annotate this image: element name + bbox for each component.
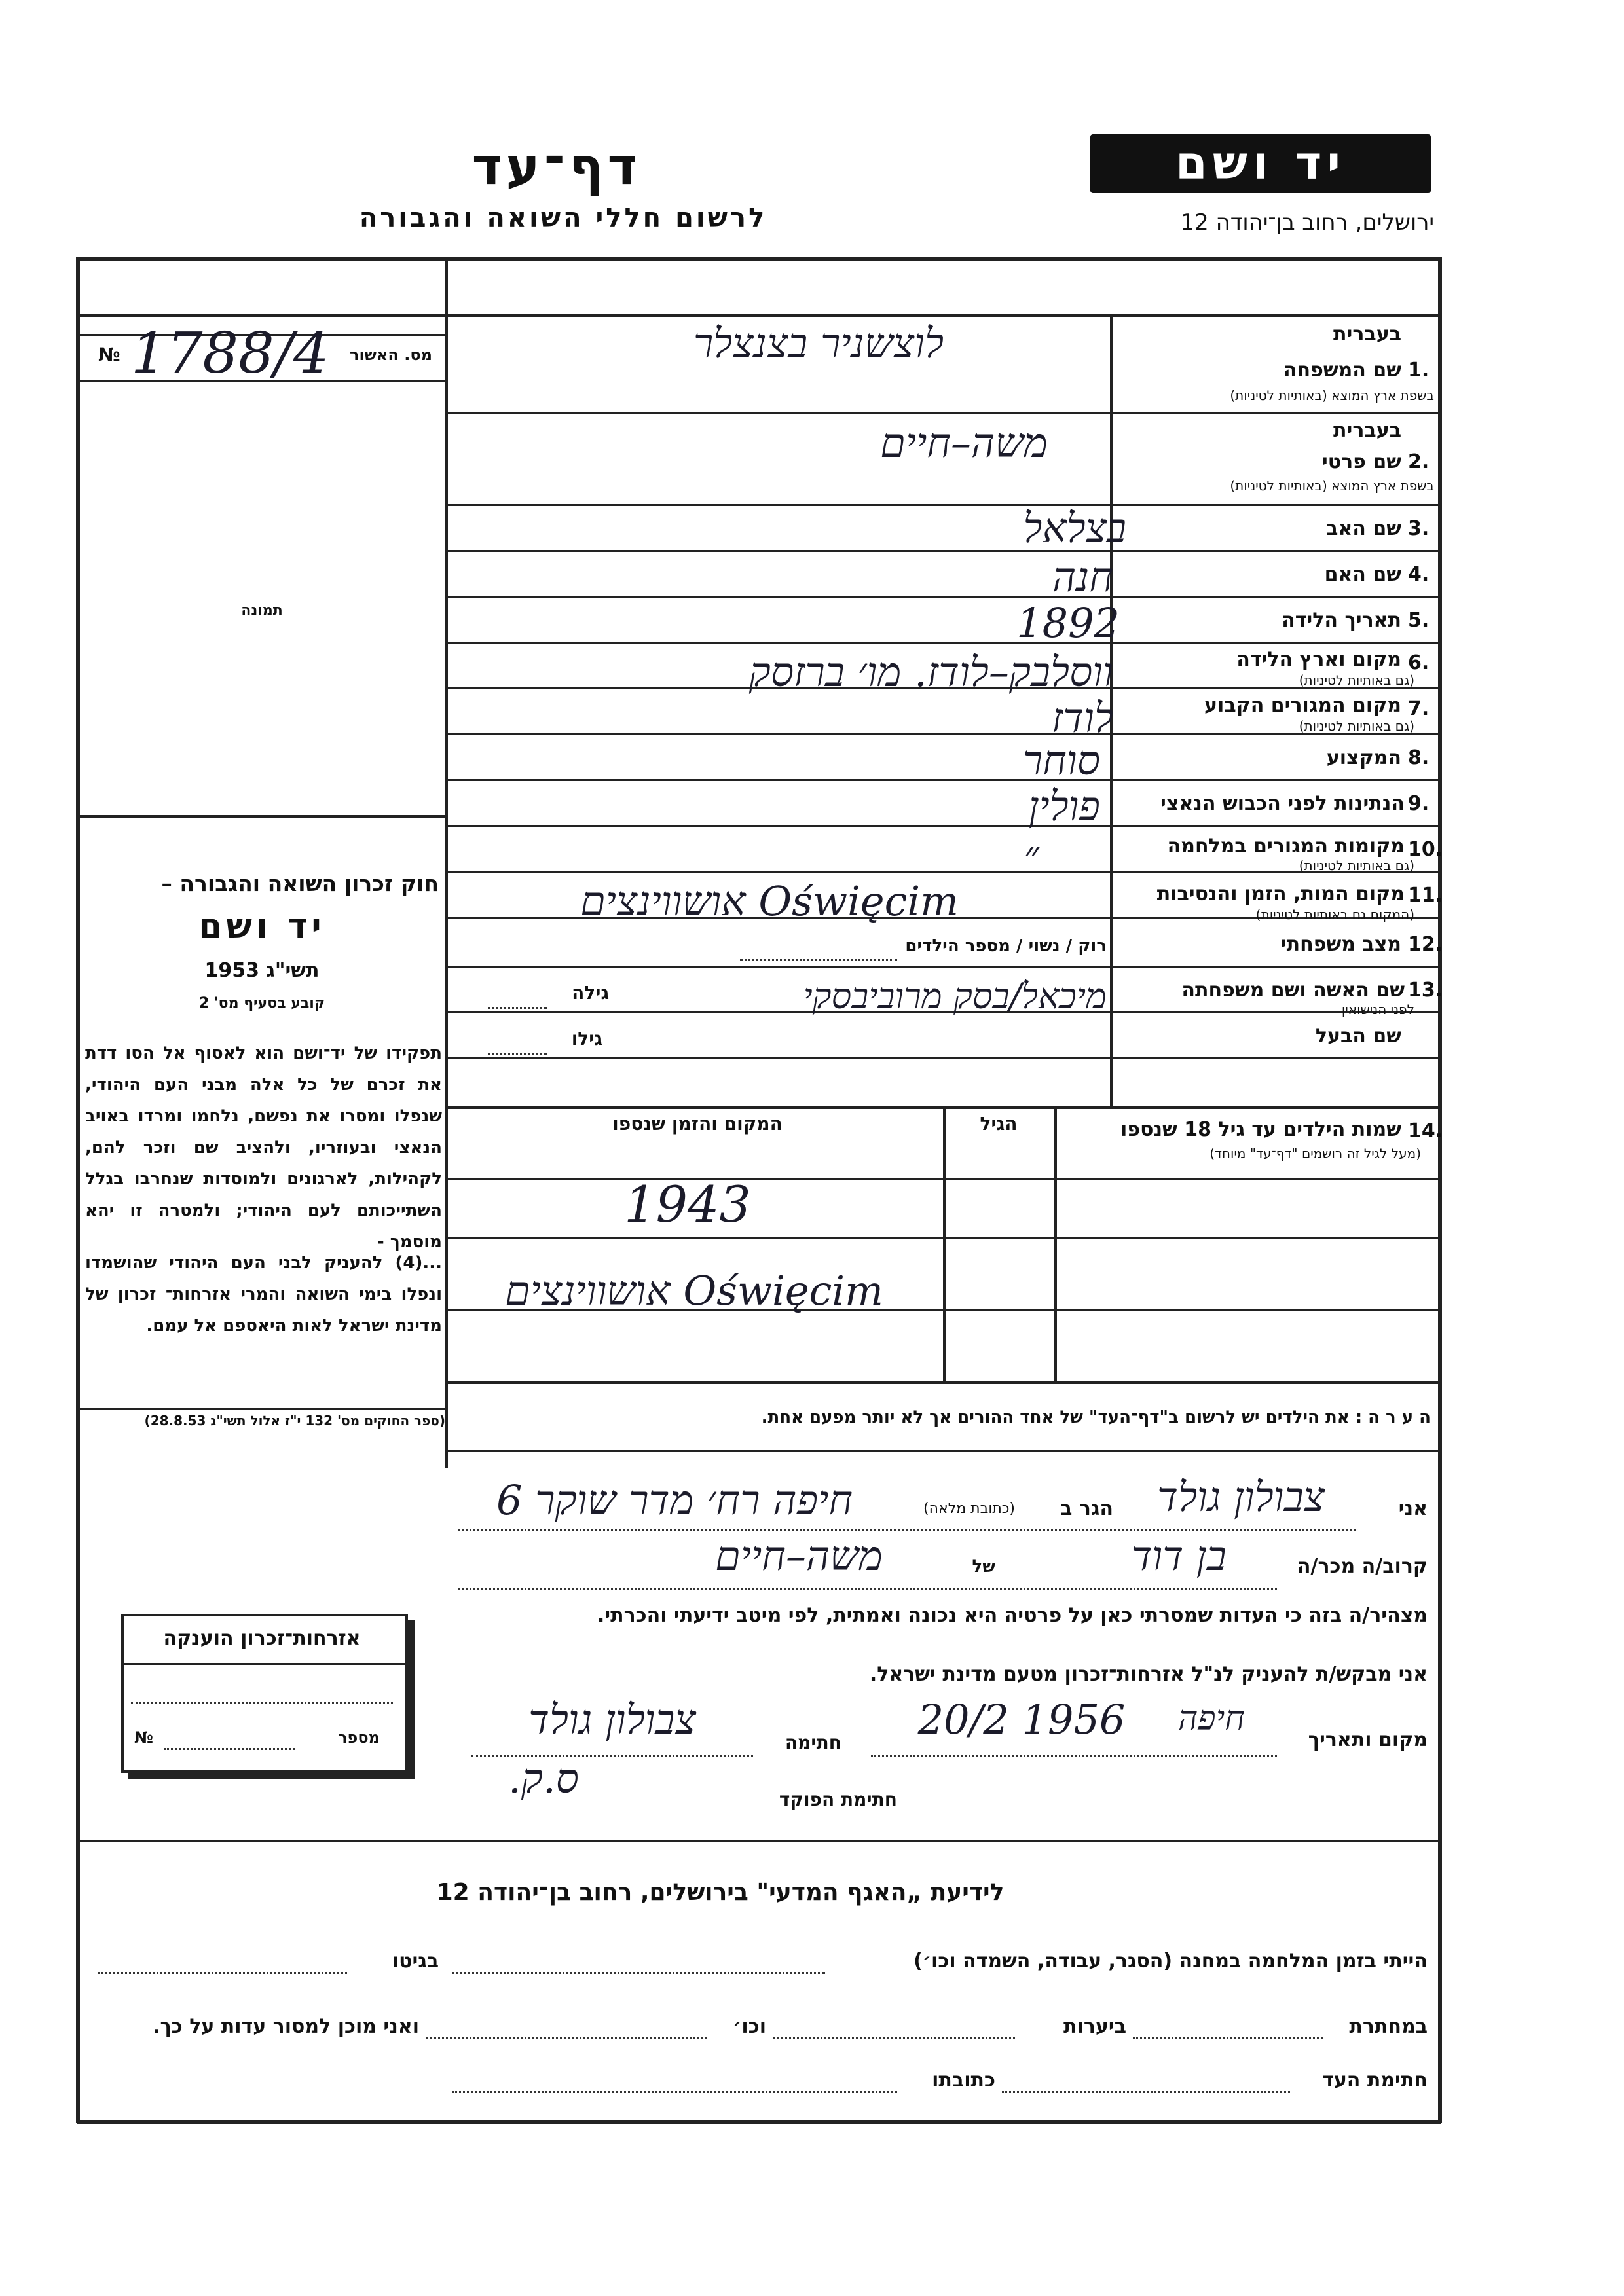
relative-of-name: משה–חיים [715,1532,883,1580]
relative-of: של [972,1557,995,1576]
citizenship-number-label: מספר [338,1728,380,1747]
law-year: תשי"ג 1953 [204,959,320,982]
children-note: ה ע ר ה : את הילדים יש לרשום ב"דף־העד" של אחד ההורים אך לא יותר מפעם אחת. [761,1408,1431,1427]
children-col-divider [943,1106,946,1381]
declarant-address: חיפה רח׳ מדר שוקר 6 [496,1476,853,1524]
law-heading: חוק זכרון השואה והגבורה – [161,871,439,896]
citizenship-no-sign: № [134,1728,153,1747]
birth-date-value: 1892 [1016,599,1120,647]
left-column-divider [445,257,448,1468]
witness-signature-label: חתימת העד [1322,2069,1428,2092]
frame-left-line [76,257,80,2123]
citizenship-title-line [124,1663,405,1665]
place-value: חיפה [1177,1699,1246,1738]
frame-right-line [1438,257,1442,2123]
declarant-addr-hint: (כתובת מלאה) [923,1501,1015,1517]
witness-address-label: כתובתו [932,2069,995,2092]
law-source: (ספר החוקים מס' 132 י"ז אלול תשי"ג 28.8.53) [144,1413,445,1429]
info-underground-label: במחתרת [1349,2015,1428,2038]
place-date-label: מקום ותאריך [1308,1728,1428,1751]
row-separator [447,1057,1439,1059]
children-col-age: הגיל [980,1113,1018,1135]
children-sub: (מעל לגיל זה רושמים "דף־עד" מיוחד) [1209,1146,1421,1161]
citizenship-value: פולין [1028,782,1100,830]
citizenship-title: אזרחות־זכרון הוענקה [163,1627,361,1650]
signature-label: חתימה [784,1732,841,1753]
photo-label: תמונה [241,602,283,619]
children-label: שמות הילדים עד גיל 18 שנספו [1120,1118,1401,1141]
relation-value: בן דוד [1131,1532,1227,1580]
frame-top-line [77,257,1441,261]
children-row1-place: 1943 [624,1175,751,1233]
wife-name-value: מיכאל/בסק מרוביבסקי [803,975,1107,1017]
frame-bottom-line [77,2120,1441,2124]
official-label: חתימת הפוקד [779,1789,897,1810]
law-name: יד ושם [198,907,325,946]
frame-top-line-2 [77,314,1441,317]
children-row-line [447,1237,1439,1239]
wartime-residence-value: ״ [1024,831,1039,879]
approval-no-sign: № [98,344,120,365]
declarant-name: צבולון גולד [1157,1473,1325,1521]
children-col-divider [1054,1106,1057,1381]
children-num: 14. [1408,1120,1443,1142]
photo-bottom-line [77,815,447,818]
row-separator [447,642,1439,644]
request-text: אני מבקש/ת להעניק לנ"ל אזרחות־זכרון מטעם מדינת ישראל. [869,1663,1428,1686]
date-value: 20/2 1956 [917,1696,1126,1743]
law-paragraph-1: תפקידו של יד־ושם הוא לאסוף אל הסו דדת את זכרם של כל אלה מבני העם היהודי, שנפלו ומסרו את נפשם, נלחמו ומרדו באויב הנאצי ובעוזריו, ולהציב שם וזכר להם, לקהילות, לארגונים ולמוסדות שנחרבו בגלל השתייכותם לעם היהודי; ולמטרה זו יהא מוסמך - [85,1044,442,1252]
declaration-text: מצהיר/ה בזה כי העדות שמסרתי כאן על פרטיה היא נכונה ואמתית, לפי מיטב ידיעתי והכרתי. [597,1604,1428,1627]
row-separator [447,412,1439,414]
residence-value: לודז [1051,694,1113,742]
info-willing-label: ואני מוכן למסור עדות על כך. [153,2015,419,2038]
signature-value: צבולון גולד [528,1696,696,1743]
declarant-resides: הגר ב [1060,1497,1113,1520]
info-title: לידיעת „האגף המדעי" בירושלים, רחוב בן־יהודה 12 [436,1879,1005,1906]
header-address: ירושלים, רחוב בן־יהודה 12 [1180,210,1434,236]
declarant-ani: אני [1398,1497,1428,1520]
info-top-line [77,1840,1441,1842]
law-paragraph-2: ...(4) להעניק לבני העם היהודי שהושמדו ונפלו בימי השואה והמרי אזרחות־ זכרון של מדינת ישראל לאות היאספם אל עמם. [85,1253,442,1336]
profession-value: סוחר [1022,737,1100,784]
mother-name-value: חנה [1052,553,1113,601]
official-signature: ס.ק. [508,1755,579,1802]
approval-number: 1788/4 [131,321,329,386]
first-name-value: משה–חיים [880,419,1048,467]
children-col-place: המקום והזמן שנספו [612,1113,783,1135]
death-place-value: Oświęcim אושווינצים [580,877,959,925]
approval-label: מס. האשור [350,346,432,364]
info-ghetto-label: בגיטו [392,1950,439,1973]
relative-label: קרוב/ה מכר/ה [1297,1555,1428,1578]
info-line1-label: הייתי בזמן המלחמה במחנה (הסגר, עבודה, השמדה וכו׳) [913,1950,1428,1973]
info-etc-label: וכו׳ [733,2015,766,2038]
info-forests-label: ביערות [1063,2015,1126,2038]
form-subtitle: לרשום חללי השואה והגבורה [359,203,767,233]
children-row2-place: Oświęcim אושווינצים [505,1267,883,1315]
birth-place-value: ווסלבק–לודז. מו׳ ברזסק [748,648,1113,696]
form-title: דף־עד [471,137,642,196]
law-clause: קובע בסעיף מס' 2 [198,995,325,1011]
note-bottom-line [447,1450,1439,1452]
row-separator [447,966,1439,968]
father-name-value: בצלאל [1023,504,1126,552]
family-name-value: לוצשניר בצנצלר [693,319,944,367]
children-bottom-line [447,1381,1439,1384]
logo-text: יד ושם [1175,136,1346,190]
